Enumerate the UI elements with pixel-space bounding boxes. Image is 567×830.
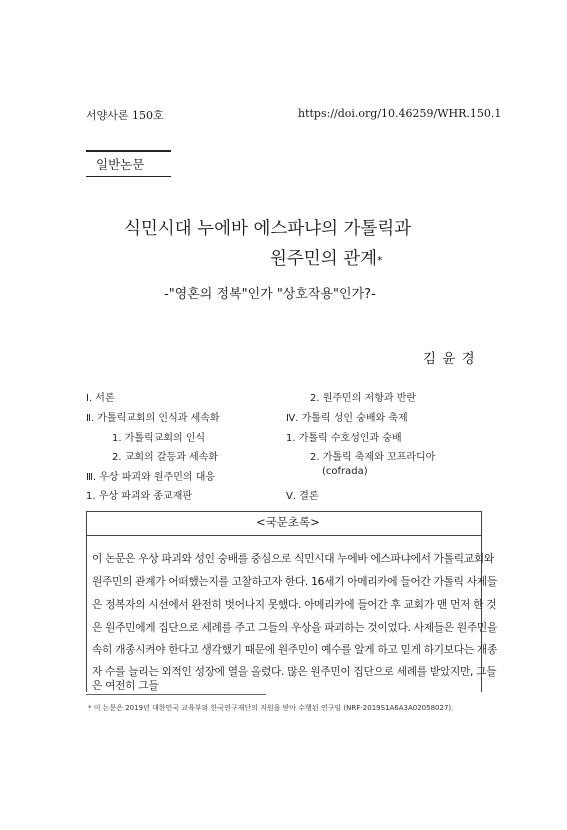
title-line-2 — [270, 245, 383, 270]
title-footnote-mark[interactable]: * — [377, 254, 383, 267]
title-line-2-text: 원주민의 관계 — [270, 249, 377, 269]
footnote-text: * 이 논문은 2019년 대한민국 교육부와 한국연구재단의 지원을 받아 수행된 연구임 (NRF-2019S1A6A3A02058027). — [88, 704, 454, 712]
abstract-line: 은 원주민에게 집단으로 세례를 주고 그들의 우상을 파괴하는 것이었다. 사제들은 원주민을 — [92, 621, 497, 634]
category-bottom-rule — [86, 176, 171, 177]
abstract-header-rule — [86, 535, 481, 536]
toc-item: Ⅳ. 가톨릭 성인 숭배와 축제 — [286, 413, 408, 424]
toc-item: Ⅴ. 결론 — [286, 491, 319, 502]
category-top-rule — [86, 150, 171, 152]
toc-item: 1. 가톨릭 수호성인과 숭배 — [286, 433, 402, 444]
journal-issue: 서양사론 150호 — [86, 109, 164, 122]
title-line-1: 식민시대 누에바 에스파냐의 가톨릭과 — [124, 219, 412, 239]
toc-item: 1. 가톨릭교회의 인식 — [112, 433, 206, 444]
toc-item: (cofrada) — [322, 466, 368, 477]
footnote-rule — [86, 694, 266, 695]
abstract-line: 자 수를 늘리는 외적인 성장에 열을 올렸다. 많은 원주민이 집단으로 세례를 받았지만, 그들 — [92, 665, 497, 678]
abstract-title: <국문초록> — [256, 515, 320, 529]
toc-item: 1. 우상 파괴와 종교재판 — [86, 491, 193, 502]
toc-item: Ⅰ. 서론 — [86, 393, 115, 404]
toc-item: 2. 가톨릭 축제와 꼬프라디아 — [310, 452, 436, 463]
abstract-line: 원주민의 관계가 어떠했는지를 고찰하고자 한다. 16세기 아메리카에 들어간 가톨릭 사제들 — [92, 575, 497, 588]
toc-item: 2. 원주민의 저항과 반란 — [310, 393, 417, 404]
article-category: 일반논문 — [96, 157, 145, 172]
doi-link[interactable]: https://doi.org/10.46259/WHR.150.1 — [298, 107, 502, 120]
abstract-line: 이 논문은 우상 파괴와 성인 숭배를 중심으로 식민시대 누에바 에스파냐에서 가톨릭교회와 — [92, 552, 494, 565]
author-name: 김 윤 경 — [423, 351, 476, 367]
toc-item: Ⅱ. 가톨릭교회의 인식과 세속화 — [86, 413, 220, 424]
abstract-line: 속히 개종시켜야 한다고 생각했기 때문에 원주민이 예수를 알게 하고 믿게 하기보다는 개종 — [92, 643, 497, 656]
toc-item: 2. 교회의 갈등과 세속화 — [112, 452, 219, 463]
toc-item: Ⅲ. 우상 파괴와 원주민의 대응 — [86, 472, 216, 483]
abstract-line: 은 여전히 그들 — [92, 679, 159, 692]
subtitle: -"영혼의 정복"인가 "상호작용"인가?- — [164, 287, 376, 302]
abstract-line: 은 정복자의 시선에서 완전히 벗어나지 못했다. 아메리카에 들어간 후 교회가 맨 먼저 한 것 — [92, 598, 497, 611]
